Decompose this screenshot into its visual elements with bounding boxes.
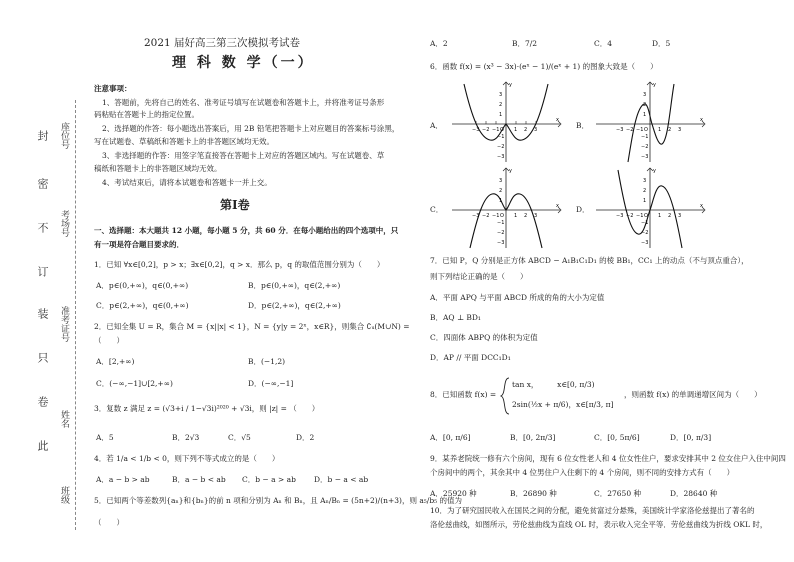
q2-option-d[interactable]: D．(−∞,−1] <box>248 379 294 388</box>
q9-option-a[interactable]: A．25920 种 <box>430 489 477 498</box>
q9-stem: 9．某养老院统一修有六个房间，现有 6 位女性老人和 4 位女性住户，要求安排其中 2 位女住户入住中间四 <box>430 454 786 463</box>
tick-label: 2 <box>499 102 503 108</box>
q2-option-a[interactable]: A．[2,+∞) <box>96 357 135 366</box>
q5-option-b[interactable]: B．7/2 <box>512 39 538 48</box>
tick-label: −1 <box>641 134 649 140</box>
q10-stem: 10．为了研究国民收入在国民之间的分配，避免贫富过分悬殊，美国统计学家洛伦兹提出了著名的 <box>430 506 755 515</box>
seal-char: 只 <box>36 352 49 363</box>
q4-option-a[interactable]: A．a − b > ab <box>96 475 150 484</box>
tick-label: 3 <box>643 178 647 184</box>
q8-case-2: 2sin(½x + π/6)，x∈[π/3, π] <box>512 400 614 409</box>
q7-stem: 则下列结论正确的是（ ） <box>430 272 528 281</box>
seal-char: 订 <box>36 266 49 277</box>
tick-label: −2 <box>497 230 505 236</box>
tick-label: 1 <box>658 213 662 219</box>
q2-paren: （ ） <box>94 336 124 345</box>
binding-margin <box>20 0 100 562</box>
note-line: 4、考试结束后，请将本试题卷和答题卡一并上交。 <box>102 178 272 187</box>
q9-option-c[interactable]: C．27650 种 <box>594 489 641 498</box>
q3-option-b[interactable]: B．2√3 <box>172 433 200 442</box>
y-axis-label: y <box>509 82 512 88</box>
q6-option-d[interactable]: D． <box>576 205 590 214</box>
x-axis-label: x <box>556 203 559 209</box>
y-axis-label: y <box>509 168 512 174</box>
q5-option-d[interactable]: D．5 <box>652 39 671 48</box>
note-line: 2、选择题的作答：每小题选出答案后，用 2B 铅笔把答题卡上对应题目的答案标号涂黑， <box>102 124 400 133</box>
piecewise-brace <box>500 376 510 416</box>
tick-label: 1 <box>499 198 503 204</box>
q6-graph-b[interactable] <box>594 78 710 164</box>
origin-label: O <box>500 127 504 133</box>
tick-label: 2 <box>668 213 672 219</box>
q5-option-a[interactable]: A．2 <box>430 39 448 48</box>
tick-label: 3 <box>643 92 647 98</box>
q7-stem: 7．已知 P，Q 分别是正方体 ABCD − A₁B₁C₁D₁ 的棱 BB₁，CC₁ 上的动点（不与顶点重合）， <box>430 256 749 265</box>
tick-label: 1 <box>499 112 503 118</box>
q1-option-b[interactable]: B．p∈(0,+∞)，q∈(2,+∞) <box>248 281 341 290</box>
q6-graph-c[interactable] <box>450 164 566 250</box>
seat-number-field[interactable]: 座位号 <box>59 122 69 149</box>
q8-option-d[interactable]: D．[0, π/3] <box>670 433 712 442</box>
q3-option-a[interactable]: A．5 <box>96 433 114 442</box>
q3-option-d[interactable]: D．2 <box>296 433 315 442</box>
q2-stem: 2．已知全集 U = R，集合 M = {x||x| < 1}，N = {y|y = 2ˣ，x∈R}，则集合 ∁ᵤ(M∪N) = <box>94 322 410 331</box>
q6-option-c[interactable]: C． <box>430 205 444 214</box>
tick-label: −1 <box>641 220 649 226</box>
tick-label: 1 <box>643 198 647 204</box>
exam-title: 2021 届好高三第三次模拟考试卷 <box>144 37 301 49</box>
q5-stem: 5．已知两个等差数列{aₙ}和{bₙ}的前 n 项和分别为 Aₙ 和 Bₙ，且 Aₙ/Bₙ = (5n+2)/(n+3)，则 a₅/b₅ 的值为 <box>94 496 463 505</box>
tick-label: −2 <box>641 230 649 236</box>
q8-stem: 8．已知函数 f(x) = <box>430 390 497 399</box>
note-line: 稿纸和答题卡上的非答题区域均无效。 <box>94 164 222 173</box>
tick-label: 1 <box>643 112 647 118</box>
exam-room-field[interactable]: 考场号 <box>59 210 69 237</box>
tick-label: 2 <box>668 127 672 133</box>
tick-label: −1 <box>497 220 505 226</box>
notes-heading: 注意事项： <box>94 84 132 93</box>
q8-stem-post: ，则函数 f(x) 的单调递增区间为（ ） <box>624 390 762 399</box>
q5-option-c[interactable]: C．4 <box>594 39 613 48</box>
note-line: 写在试题卷、草稿纸和答题卡上的非答题区域均无效。 <box>94 137 274 146</box>
tick-label: −3 <box>472 127 480 133</box>
name-field[interactable]: 姓名 <box>59 410 69 428</box>
subject-title: 理 科 数 学（一） <box>172 55 315 71</box>
y-axis-label: y <box>653 168 656 174</box>
tick-label: −2 <box>497 144 505 150</box>
x-axis-label: x <box>700 203 703 209</box>
part1-intro: 一、选择题：本大题共 12 小题，每小题 5 分，共 60 分．在每小题给出的四个选项中，只 <box>94 226 399 235</box>
q8-case-1: tan x， x∈[0, π/3) <box>512 380 595 389</box>
note-line: 3、非选择题的作答：用签字笔直接答在答题卡上对应的答题区域内。写在试题卷、草 <box>102 151 385 160</box>
y-axis-label: y <box>653 82 656 88</box>
q1-option-d[interactable]: D．p∈(2,+∞)，q∈(2,+∞) <box>248 301 341 310</box>
seal-char: 卷 <box>36 396 49 407</box>
q5-paren: （ ） <box>94 518 124 527</box>
class-field[interactable]: 班级 <box>59 486 69 504</box>
tick-label: −2 <box>641 144 649 150</box>
tick-label: −2 <box>482 213 490 219</box>
x-axis-label: x <box>700 117 703 123</box>
tick-label: −2 <box>626 213 634 219</box>
x-axis-label: x <box>556 117 559 123</box>
tick-label: 3 <box>678 127 682 133</box>
q7-option-b[interactable]: B．AQ ⊥ BD₁ <box>430 313 481 322</box>
tick-label: −1 <box>492 127 500 133</box>
tick-label: −1 <box>492 213 500 219</box>
q4-option-d[interactable]: D．b − a < ab <box>314 475 369 484</box>
seal-char: 封 <box>36 130 49 141</box>
tick-label: −3 <box>641 154 649 160</box>
tick-label: 2 <box>524 127 528 133</box>
q4-option-b[interactable]: B．a − b < ab <box>172 475 226 484</box>
origin-label: O <box>500 213 504 219</box>
q1-option-c[interactable]: C．p∈(2,+∞)，q∈(0,+∞) <box>96 301 189 310</box>
q8-option-b[interactable]: B．[0, 2π/3] <box>510 433 556 442</box>
origin-label: O <box>644 213 648 219</box>
q8-option-a[interactable]: A．[0, π/6] <box>430 433 471 442</box>
tick-label: −3 <box>616 127 624 133</box>
tick-label: 3 <box>499 92 503 98</box>
tick-label: −2 <box>626 127 634 133</box>
q6-stem: 6．函数 f(x) = (x³ − 3x)·(eˣ − 1)/(eˣ + 1) 的图象大致是（ ） <box>430 62 658 71</box>
q8-option-c[interactable]: C．[0, 5π/6] <box>594 433 640 442</box>
seal-char: 此 <box>36 440 49 451</box>
origin-label: O <box>644 127 648 133</box>
q2-option-b[interactable]: B．(−1,2) <box>248 357 286 366</box>
q6-option-b[interactable]: B． <box>576 121 590 130</box>
tick-label: 3 <box>534 213 538 219</box>
q3-option-c[interactable]: C．√5 <box>228 433 251 442</box>
tick-label: −3 <box>497 154 505 160</box>
tick-label: 3 <box>499 178 503 184</box>
tick-label: 3 <box>534 127 538 133</box>
tick-label: 2 <box>643 102 647 108</box>
seal-char: 不 <box>36 222 49 233</box>
q10-stem: 洛伦兹曲线，如图所示，劳伦兹曲线为直线 OL 时，表示收入完全平等．劳伦兹曲线为折线 OKL 时， <box>430 520 768 529</box>
tick-label: 3 <box>678 213 682 219</box>
q9-option-d[interactable]: D．28640 种 <box>670 489 718 498</box>
tick-label: 1 <box>514 213 518 219</box>
q9-stem: 个房间中的两个，其余其中 4 位男住户入住剩下的 4 个房间，则不同的安排方式有（ ） <box>430 468 735 477</box>
note-line: 码粘贴在答题卡上的指定位置。 <box>94 110 199 119</box>
tick-label: 2 <box>643 188 647 194</box>
seal-char: 密 <box>36 178 49 189</box>
tick-label: −3 <box>641 240 649 246</box>
tick-label: 2 <box>499 188 503 194</box>
q6-graph-a[interactable] <box>450 78 566 164</box>
tick-label: 1 <box>658 127 662 133</box>
q1-stem: 1．已知 ∀x∈[0,2]，p > x；∃x∈[0,2]，q > x．那么 p，q 的取值范围分别为（ ） <box>94 260 385 269</box>
tick-label: −3 <box>497 240 505 246</box>
tick-label: 1 <box>514 127 518 133</box>
q2-option-c[interactable]: C．(−∞,−1]∪[2,+∞) <box>96 379 173 388</box>
part1-intro: 有一项是符合题目要求的． <box>94 240 184 249</box>
tick-label: 2 <box>524 213 528 219</box>
q7-option-d[interactable]: D．AP // 平面 DCC₁D₁ <box>430 353 511 362</box>
q4-option-c[interactable]: C．b − a > ab <box>242 475 296 484</box>
admission-ticket-field[interactable]: 准考证号 <box>59 306 69 342</box>
tick-label: −1 <box>497 134 505 140</box>
part1-title: 第Ⅰ卷 <box>220 198 250 212</box>
q1-option-a[interactable]: A．p∈(0,+∞)，q∈(0,+∞) <box>96 281 189 290</box>
q6-option-a[interactable]: A． <box>430 121 443 130</box>
q4-stem: 4．若 1/a < 1/b < 0，则下列不等式成立的是（ ） <box>94 454 280 463</box>
q3-stem: 3．复数 z 满足 z = (√3+i / 1−√3i)²⁰²⁰ + √3i，则 |z| = （ ） <box>94 404 320 413</box>
tick-label: −3 <box>472 213 480 219</box>
q6-graph-d[interactable] <box>594 164 710 250</box>
tick-label: −1 <box>636 213 644 219</box>
note-line: 1、答题前，先将自己的姓名、准考证号填写在试题卷和答题卡上，并将准考证号条形 <box>102 98 385 107</box>
tick-label: −3 <box>616 213 624 219</box>
q9-option-b[interactable]: B．26890 种 <box>510 489 557 498</box>
seal-char: 装 <box>36 308 49 319</box>
seal-line <box>75 100 76 530</box>
q7-option-a[interactable]: A．平面 APQ 与平面 ABCD 所成的角的大小为定值 <box>430 293 605 302</box>
tick-label: −2 <box>482 127 490 133</box>
q7-option-c[interactable]: C．四面体 ABPQ 的体积为定值 <box>430 333 538 342</box>
tick-label: −1 <box>636 127 644 133</box>
